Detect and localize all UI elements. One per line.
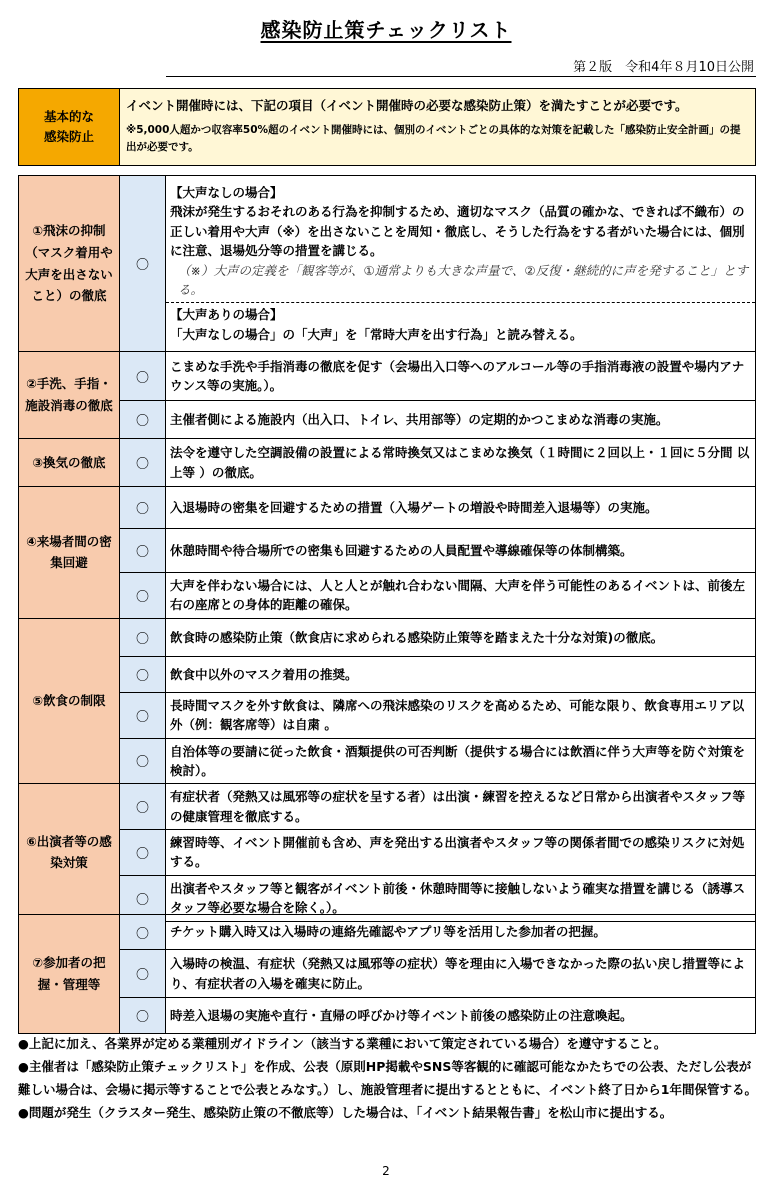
table-row [19, 618, 756, 656]
table-row [19, 830, 756, 876]
basic-note-text: ※5,000人超かつ収容率50%超のイベント開催時には、個別のイベントごとの具体的な対策を記載した「感染防止安全計画」の提出が必要です。 [126, 123, 741, 153]
check-mark[interactable]: 〇 [120, 875, 166, 921]
check-mark[interactable]: 〇 [120, 401, 166, 439]
item-text: 飲食中以外のマスク着用の推奨。 [166, 656, 756, 692]
item-text: 入退場時の密集を回避するための措置（入場ゲートの増設や時間差入退場等）の実施。 [166, 487, 756, 529]
table-row [19, 529, 756, 573]
check-mark[interactable]: 〇 [120, 487, 166, 529]
basic-main-text: イベント開催時には、下記の項目（イベント開催時の必要な感染防止策）を満たすことが必要です。 [126, 98, 688, 113]
checklist-table-main [18, 175, 756, 922]
check-mark[interactable]: 〇 [120, 352, 166, 401]
check-mark[interactable]: 〇 [120, 176, 166, 352]
category-cell: ②手洗、手指・施設消毒の徹底 [19, 352, 120, 439]
check-mark[interactable]: 〇 [120, 915, 166, 950]
table-row [19, 950, 756, 998]
edition-date: 第２版 令和4年８月10日公開 [573, 60, 754, 75]
sub-heading: 【大声ありの場合】 [170, 307, 283, 323]
check-mark[interactable]: 〇 [120, 656, 166, 692]
sub-heading: 【大声なしの場合】 [170, 185, 283, 200]
table-row [19, 998, 756, 1034]
item-text: 長時間マスクを外す飲食は、隣席への飛沫感染のリスクを高めるため、可能な限り、飲食専用エリア以外（例：観客席等）は自粛 。 [166, 692, 756, 738]
page-title: 感染防止策チェックリスト [260, 18, 512, 42]
check-mark[interactable]: 〇 [120, 784, 166, 830]
item-text: チケット購入時又は入場時の連絡先確認やアプリ等を活用した参加者の把握。 [166, 915, 756, 950]
table-row [19, 487, 756, 529]
page-number: 2 [382, 1164, 390, 1178]
category-cell: ④来場者間の密集回避 [19, 487, 120, 619]
item-text: 主催者側による施設内（出入口、トイレ、共用部等）の定期的かつこまめな消毒の実施。 [166, 401, 756, 439]
category-cell: ⑥出演者等の感染対策 [19, 784, 120, 921]
item-body: 飛沫が発生するおそれのある行為を抑制するため、適切なマスク（品質の確かな、できれば不織布）の正しい着用や大声（※）を出さないことを周知・徹底し、そうした行為をする者がいた場合には、個別に注意、退場処分等の措置を講じる。 [170, 204, 745, 259]
footer-note: ●主催者は「感染防止策チェックリスト」を作成、公表（原則HP掲載やSNS等客観的に確認可能なかたちでの公表、ただし公表が難しい場合は、会場に掲示等することで公表とみなす。）し、施設管理者に提出するとともに、イベント終了日から1年間保管する。 [18, 1059, 757, 1098]
table-row [19, 352, 756, 401]
item-text: 大声を伴わない場合には、人と人とが触れ合わない間隔、大声を伴う可能性のあるイベントは、前後左右の座席との身体的距離の確保。 [166, 573, 756, 619]
checklist-table-participants [18, 914, 756, 1034]
table-row [19, 915, 756, 950]
check-mark[interactable]: 〇 [120, 830, 166, 876]
basic-prevention-body [120, 89, 755, 165]
item-text: 入場時の検温、有症状（発熱又は風邪等の症状）等を理由に入場できなかった際の払い戻し措置等により、有症状者の入場を確実に防止。 [166, 950, 756, 998]
check-mark[interactable]: 〇 [120, 529, 166, 573]
footer-note: ●問題が発生（クラスター発生、感染防止策の不徹底等）した場合は、「イベント結果報告書」を松山市に提出する。 [18, 1105, 673, 1121]
table-row [19, 784, 756, 830]
table-row [19, 573, 756, 619]
dashed-divider [166, 302, 755, 303]
item-body: 「大声なしの場合」の「大声」を「常時大声を出す行為」と読み替える。 [170, 326, 583, 342]
category-cell: ③換気の徹底 [19, 439, 120, 487]
item-text: 自治体等の要請に従った飲食・酒類提供の可否判断（提供する場合には飲酒に伴う大声等を防ぐ対策を検討）。 [166, 738, 756, 784]
item-text: 出演者やスタッフ等と観客がイベント前後・休憩時間等に接触しないよう確実な措置を講じる（誘導スタッフ等必要な場合を除く。）。 [166, 875, 756, 921]
check-mark[interactable]: 〇 [120, 950, 166, 998]
check-mark[interactable]: 〇 [120, 738, 166, 784]
basic-prevention-box [18, 88, 756, 166]
check-mark[interactable]: 〇 [120, 618, 166, 656]
category-cell: ⑤飲食の制限 [19, 618, 120, 784]
header-rule [166, 76, 756, 77]
check-mark[interactable]: 〇 [120, 573, 166, 619]
category-cell: ①飛沫の抑制（マスク着用や大声を出さないこと）の徹底 [19, 176, 120, 352]
item-text: 練習時等、イベント開催前も含め、声を発出する出演者やスタッフ等の関係者間での感染リスクに対処する。 [166, 830, 756, 876]
check-mark[interactable]: 〇 [120, 692, 166, 738]
table-row [19, 656, 756, 692]
item-text: 法令を遵守した空調設備の設置による常時換気又はこまめな換気（１時間に２回以上・１回に５分間 以上等 ）の徹底。 [166, 439, 756, 487]
check-mark[interactable]: 〇 [120, 998, 166, 1034]
footer-note: ●上記に加え、各業界が定める業種別ガイドライン（該当する業種において策定されている場合）を遵守すること。 [18, 1036, 667, 1051]
table-row [19, 738, 756, 784]
category-cell: ⑦参加者の把握・管理等 [19, 915, 120, 1034]
check-mark[interactable]: 〇 [120, 439, 166, 487]
item-note: （※）大声の定義を「観客等が、①通常よりも大きな声量で、②反復・継続的に声を発すること」とする。 [178, 262, 749, 297]
table-row [19, 176, 756, 352]
table-row [19, 401, 756, 439]
footer-notes [18, 1032, 758, 1125]
table-row [19, 439, 756, 487]
item-text: 休憩時間や待合場所での密集も回避するための人員配置や導線確保等の体制構築。 [166, 529, 756, 573]
item-text [166, 176, 756, 352]
item-text: 飲食時の感染防止策（飲食店に求められる感染防止策等を踏まえた十分な対策)の徹底。 [166, 618, 756, 656]
item-text: 時差入退場の実施や直行・直帰の呼びかけ等イベント前後の感染防止の注意喚起。 [166, 998, 756, 1034]
basic-prevention-label: 基本的な 感染防止 [19, 89, 120, 165]
table-row [19, 692, 756, 738]
item-text: 有症状者（発熱又は風邪等の症状を呈する者）は出演・練習を控えるなど日常から出演者やスタッフ等の健康管理を徹底する。 [166, 784, 756, 830]
item-text: こまめな手洗や手指消毒の徹底を促す（会場出入口等へのアルコール等の手指消毒液の設置や場内アナウンス等の実施。）。 [166, 352, 756, 401]
